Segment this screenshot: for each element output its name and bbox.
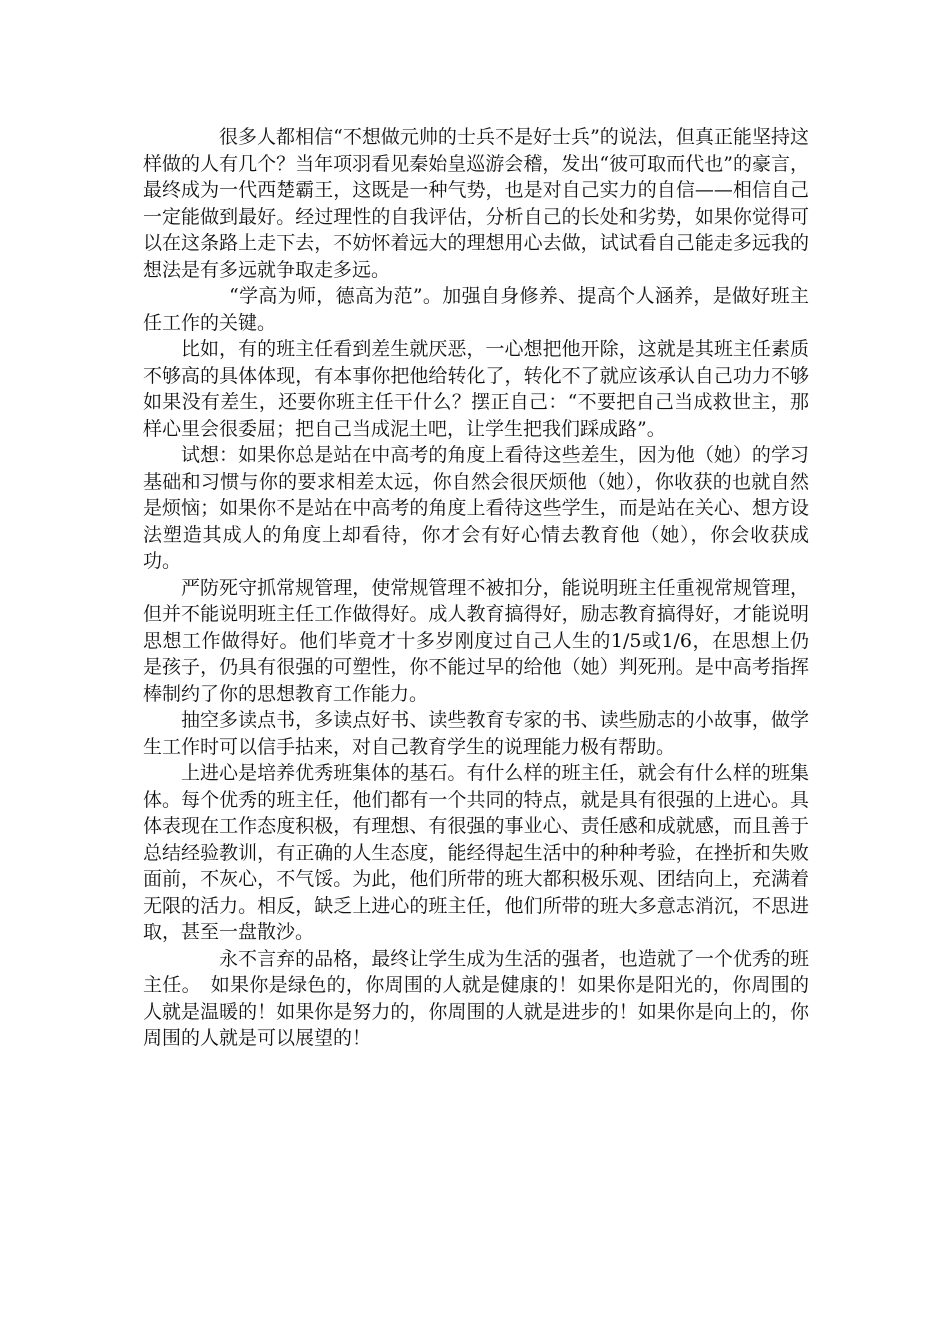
paragraph-motivation: 上进心是培养优秀班集体的基石。有什么样的班主任，就会有什么样的班集体。每个优秀的班主任，他们都有一个共同的特点，就是具有很强的上进心。具体表现在工作态度积极，有理想、有很强的事业心、责任感和成就感，而且善于总结经验教训，有正确的人生态度，能经得起生活中的种种考验，在挫折和失败面前，不灰心，不气馁。为此，他们所带的班大都积极乐观、团结向上，充满着无限的活力。相反，缺乏上进心的班主任，他们所带的班大多意志消沉，不思进取，甚至一盘散沙。 (143, 762, 809, 943)
paragraph-perseverance: 永不言弃的品格，最终让学生成为生活的强者，也造就了一个优秀的班主任。 如果你是绿色的，你周围的人就是健康的！如果你是阳光的，你周围的人就是温暖的！如果你是努力的，你周围的人就是进步的！如果你是向上的，你周围的人就是可以展望的！ (143, 947, 809, 1049)
document-page (143, 124, 809, 1052)
paragraph-ambition: 很多人都相信“不想做元帅的士兵不是好士兵”的说法，但真正能坚持这样做的人有几个？当年项羽看见秦始皇巡游会稽，发出“彼可取而代也”的豪言，最终成为一代西楚霸王，这既是一种气势，也是对自己实力的自信——相信自己一定能做到最好。经过理性的自我评估，分析自己的长处和劣势，如果你觉得可以在这条路上走下去，不妨怀着远大的理想用心去做，试试看自己能走多远我的想法是有多远就争取走多远。 (143, 126, 809, 281)
paragraph-routine-management: 严防死守抓常规管理，使常规管理不被扣分，能说明班主任重视常规管理，但并不能说明班主任工作做得好。成人教育搞得好，励志教育搞得好，才能说明思想工作做得好。他们毕竟才十多岁刚度过自己人生的1/5或1/6，在思想上仍是孩子，仍具有很强的可塑性，你不能过早的给他（她）判死刑。是中高考指挥棒制约了你的思想教育工作能力。 (143, 576, 809, 705)
paragraph-perspective: 试想：如果你总是站在中高考的角度上看待这些差生，因为他（她）的学习基础和习惯与你的要求相差太远，你自然会很厌烦他（她），你收获的也就自然是烦恼；如果你不是站在中高考的角度上看待这些学生，而是站在关心、想方设法塑造其成人的角度上却看待，你才会有好心情去教育他（她），你会收获成功。 (143, 444, 809, 572)
paragraph-teacher-virtue: “学高为师，德高为范”。加强自身修养、提高个人涵养，是做好班主任工作的关键。 (143, 285, 809, 334)
paragraph-reading: 抽空多读点书，多读点好书、读些教育专家的书、读些励志的小故事，做学生工作时可以信手拈来，对自己教育学生的说理能力极有帮助。 (143, 709, 809, 758)
paragraph-weak-students: 比如，有的班主任看到差生就厌恶，一心想把他开除，这就是其班主任素质不够高的具体体现，有本事你把他给转化了，转化不了就应该承认自己功力不够如果没有差生，还要你班主任干什么？摆正自己：“不要把自己当成救世主，那样心里会很委屈；把自己当成泥土吧，让学生把我们踩成路”。 (143, 338, 809, 440)
